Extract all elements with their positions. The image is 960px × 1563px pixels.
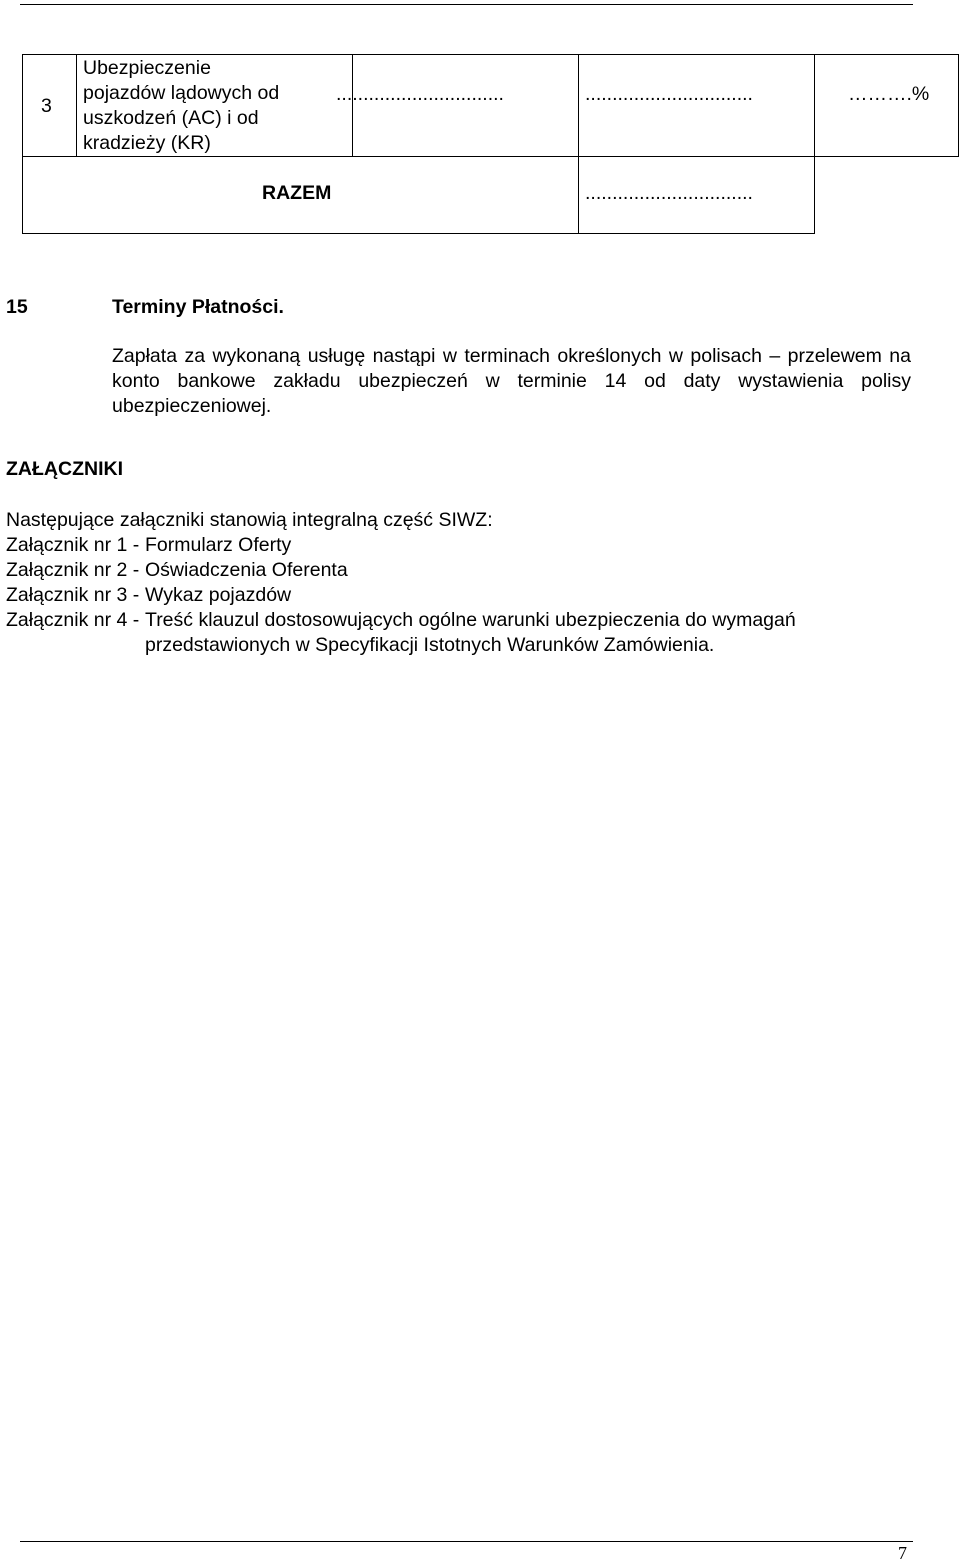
page-number: 7 [898, 1543, 907, 1563]
list-item [6, 608, 916, 658]
attachment-text: Treść klauzul dostosowujących ogólne warunki ubezpieczenia do wymagań przedstawionych w Specyfikacji Istotnych Warunków Zamówienia. [145, 609, 796, 656]
attachment-label: Załącznik nr 1 - [6, 534, 140, 556]
attachment-label: Załącznik nr 3 - [6, 584, 140, 606]
section-heading [6, 295, 284, 319]
list-item [6, 583, 916, 608]
row-description-line: pojazdów lądowych od [83, 82, 280, 104]
row-value-a: ............................... [336, 83, 504, 105]
section-title: Terminy Płatności. [112, 296, 284, 318]
row-description-line: kradzieży (KR) [83, 132, 211, 154]
list-item [6, 533, 916, 558]
attachment-text: Formularz Oferty [145, 534, 292, 556]
attachment-label: Załącznik nr 4 - [6, 609, 140, 631]
attachments-list [6, 508, 916, 658]
total-label: RAZEM [262, 182, 332, 204]
top-rule [20, 4, 913, 5]
total-value: ............................... [585, 182, 753, 204]
attachment-text: Wykaz pojazdów [145, 584, 292, 606]
row-number: 3 [41, 95, 52, 117]
list-item [6, 558, 916, 583]
row-description-line: Ubezpieczenie [83, 57, 211, 79]
attachments-heading: ZAŁĄCZNIKI [6, 458, 123, 480]
row-value-c: ……….% [848, 83, 930, 105]
row-value-b: ............................... [585, 83, 753, 105]
attachment-label: Załącznik nr 2 - [6, 559, 140, 581]
attachments-intro: Następujące załączniki stanowią integralną część SIWZ: [6, 509, 493, 531]
attachment-text: Oświadczenia Oferenta [145, 559, 348, 581]
section-number: 15 [6, 296, 28, 318]
row-description [83, 56, 343, 156]
row-description-line: uszkodzeń (AC) i od [83, 107, 259, 129]
payment-terms-paragraph: Zapłata za wykonaną usługę nastąpi w terminach określonych w polisach – przelewem na konto bankowe zakładu ubezpieczeń w terminie 14 od daty wystawienia polisy ubezpieczeniowej. [112, 345, 911, 417]
bottom-rule [20, 1541, 913, 1542]
